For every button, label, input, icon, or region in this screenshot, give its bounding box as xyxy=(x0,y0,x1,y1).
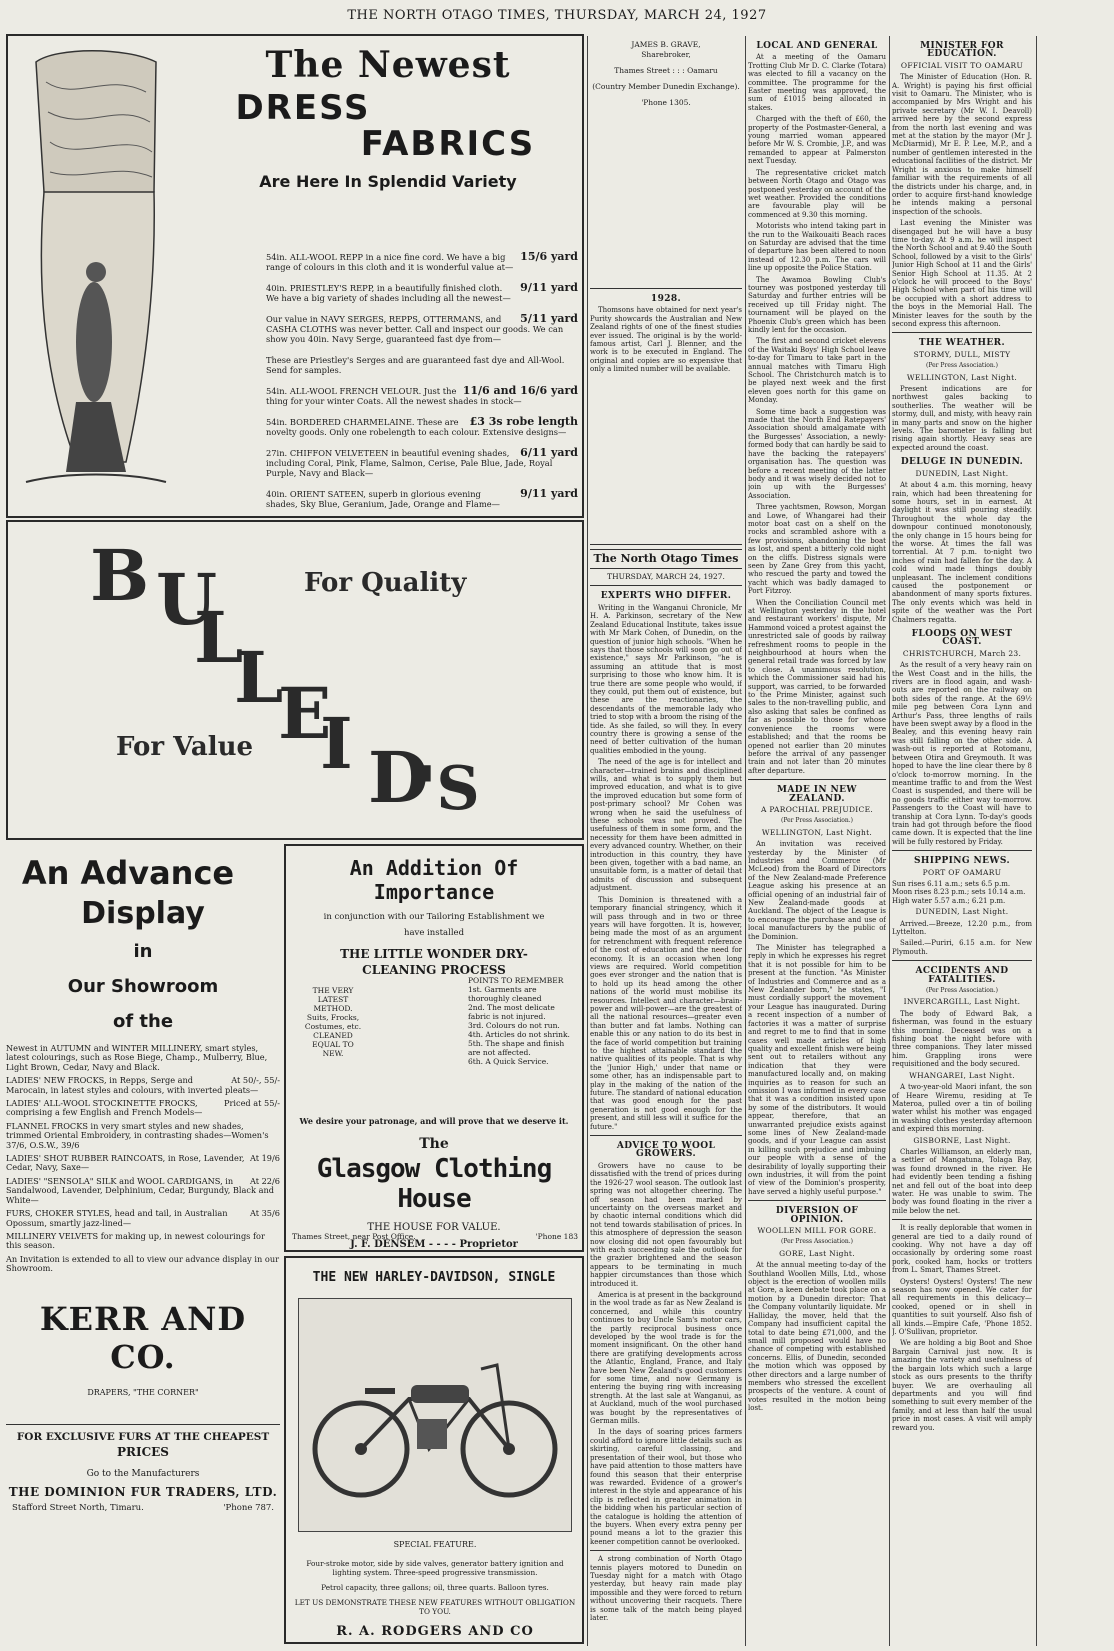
harley-demo: LET US DEMONSTRATE THESE NEW FEATURES WITHOUT OBLIGATION TO YOU. xyxy=(294,1598,576,1616)
bulleid-letter: I xyxy=(320,702,353,785)
advance-l5: of the xyxy=(112,1011,174,1032)
bulleid-quality: For Quality xyxy=(304,568,467,598)
fabric-item: 6/11 yard 27in. CHIFFON VELVETEEN in beautiful evening shades, including Coral, Pink, Flame, Salmon, Cerise, Pale Blue, Jade, Royal Purple, Navy and Black— xyxy=(266,446,578,478)
weather-sub: STORMY, DULL, MISTY xyxy=(913,349,1011,359)
misc-paragraph: It is really deplorable that women in general are tied to a daily round of cooking. Why not have a day off occasionally by ordering some roast pork, cooked ham, hocks or trotters from L. Smart, Thames Street. xyxy=(892,1224,1032,1275)
diversion-sub: WOOLLEN MILL FOR GORE. xyxy=(757,1226,877,1236)
advance-item: MILLINERY VELVETS for making up, in newest colourings for this season. xyxy=(6,1230,265,1251)
kerr-ad xyxy=(6,844,280,1404)
glasgow-name: Glasgow Clothing House xyxy=(316,1154,552,1214)
glasgow-l1: in conjunction with our Tailoring Establishment we xyxy=(323,912,545,922)
glasgow-box: THE VERY LATEST METHOD. Suits, Frocks, Costumes, etc. CLEANED EQUAL TO NEW. xyxy=(304,986,362,1058)
harley-petrol: Petrol capacity, three gallons; oil, three quarts. Balloon tyres. xyxy=(321,1583,549,1592)
moon-times: Moon rises 8.23 p.m.; sets 10.14 a.m. xyxy=(892,888,1026,897)
furs-l4: THE DOMINION FUR TRADERS, LTD. xyxy=(8,1485,278,1499)
bulleid-letter: L xyxy=(234,636,284,719)
sailed: Sailed.—Puriri, 6.15 a.m. for New Plymouth. xyxy=(892,939,1032,956)
column-rule xyxy=(745,36,746,1646)
advance-item: At 35/6 FURS, CHOKER STYLES, head and tail, in Australian Opossum, smartly jazz-lined— xyxy=(6,1208,280,1228)
grave-name: JAMES B. GRAVE, xyxy=(631,40,701,49)
press-association: (Per Press Association.) xyxy=(781,1238,853,1246)
advance-item: At 50/-, 55/- LADIES' NEW FROCKS, in Repps, Serge and Marocain, in latest styles and colours, with inverted pleats— xyxy=(6,1075,280,1095)
wool-paragraph: America is at present in the background in the wool trade as far as New Zealand is concerned, and while this country continues to buy Uncle Sam's motor cars, the partly reciprocal business once developed by the wool trade is for the moment insignificant. On the other hand there are gratifying developments across the Atlantic, England, France, and Italy have been New Zealand's good customers for some time, and now Germany is entering the buying ring with increasing strength. At the last sale at Wanganui, as at Auckland, much of the wool purchased was bought by the representatives of German mills. xyxy=(590,1290,742,1426)
press-association: (Per Press Association.) xyxy=(926,987,998,995)
floods-paragraph: As the result of a very heavy rain on the West Coast and in the hills, the rivers are in flood again, and wash-outs are reported on the railway on both sides of the range. At the 69½ mile peg between Cora Lynn and Arthur's Pass, three lengths of rails have been swept away by a flood in the Bealey, and this evening heavy rain was still falling on the other side. A wash-out is reported at Rotomanu, between Otira and Greymouth. It was hoped to have the line clear there by 8 o'clock to-morrow morning. In the meantime traffic to and from the West Coast is suspended, and there will be no goods traffic either way to-morrow. Passengers to the Coast will have to tranship at Cora Lynn. To-day's goods train had got through before the flood came down. It is expected that the line will be fully restored by Friday. xyxy=(892,661,1032,846)
port-heading: PORT OF OAMARU xyxy=(922,867,1002,877)
fabric-item: 9/11 yard 40in. PRIESTLEY'S REPP, in a beautifully finished cloth. We have a big variety of shades including all the newest— xyxy=(266,281,578,303)
harley-firm: R. A. RODGERS AND CO xyxy=(336,1624,534,1639)
fabric-item: 15/6 yard 54in. ALL-WOOL REPP in a nice fine cord. We have a big range of colours in this cloth and it is wonderful value at— xyxy=(266,250,578,272)
bulleid-letter: 'S xyxy=(418,754,480,824)
advance-l1: An Advance xyxy=(21,854,235,892)
deluge-heading: DELUGE IN DUNEDIN. xyxy=(900,457,1024,468)
weather-paragraph: Present indications are for northwest gales backing to southerlies. The weather will be stormy, dull, and misty, with heavy rain in many parts and snow on the higher levels. The barometer is falling but rising again shortly. Heavy seas are expected around the coast. xyxy=(892,385,1032,452)
deluge-paragraph: At about 4 a.m. this morning, heavy rain, which had been threatening for some hours, set in in earnest. At daylight it was still pouring steadily. Throughout the whole day the downpour continued monotonously, the only change in 15 hours being for the worse. At times the fall was torrential. At 7 p.m. to-night two inches of rain had fallen for the day. A cold wind made things doubly unpleasant. The inclement conditions caused the postponement or abandonment of many sports fixtures. The only events which was held in spite of the weather was the Port Chalmers regatta. xyxy=(892,481,1032,624)
furs-address: Stafford Street North, Timaru. xyxy=(12,1503,144,1513)
glasgow-address: Thames Street, near Post Office. xyxy=(292,1232,416,1241)
advance-item: An Invitation is extended to all to view our advance display in our Showroom. xyxy=(6,1253,280,1274)
fabric-item: 5/11 yard Our value in NAVY SERGES, REPPS, OTTERMANS, and CASHA CLOTHS was never better. Call and inspect our goods. We can show you 40in. Navy Serge, guaranteed fast dye from— xyxy=(266,312,578,344)
made-nz-sub: A PAROCHIAL PREJUDICE. xyxy=(760,804,874,814)
local-paragraph: The first and second cricket elevens of the Waitaki Boys' High School leave to-day for Timaru to take part in the annual matches with Timaru High School. The Christchurch match is to be played next week and the first eleven goes north for this game on Monday. xyxy=(748,337,886,405)
made-nz-place: WELLINGTON, Last Night. xyxy=(761,827,873,837)
fabric-item: These are Priestley's Serges and are guaranteed fast dye and All-Wool. Send for samples. xyxy=(266,355,565,375)
advance-item: Priced at 55/- LADIES' ALL-WOOL STOCKINETTE FROCKS, comprising a few English and French Models— xyxy=(6,1098,280,1118)
accident-place: WHANGAREI, Last Night. xyxy=(909,1070,1015,1080)
grave-street: Thames Street : : : Oamaru xyxy=(614,66,718,75)
diversion-heading: DIVERSION OF OPINION. xyxy=(775,1206,859,1225)
made-nz-paragraph: The Minister has telegraphed a reply in which he expresses his regret that it is not possible for him to be present at the function. "As Minister of Industries and Commerce and as a New Zealander born," he states, "I must cordially support the movement your League has inaugurated. During a recent inspection of a number of factories it was a matter of surprise and regret to me to find that in some cases well made articles of high quality and excellent finish were being sent out to retailers without any indication that they were manufactured locally and, on making inquiries as to reason for such an omission I was informed in every case that it was a condition insisted upon by some of the distributors. It would appear, therefore, that an unwarranted prejudice exists against some lines of New Zealand-made goods, and if your League can assist in killing such prejudice and imbuing our people with a sense of the desirability of loyally supporting their own industries, it will from the point of view of the Dominion's prosperity, have served a highly useful purpose." xyxy=(748,944,886,1196)
fabric-item: £3 3s robe length 54in. BORDERED CHARMELAINE. These are novelty goods. Only one robelength to each colour. Extensive designs— xyxy=(266,415,578,437)
bulleids-ad xyxy=(6,520,584,840)
shipping-heading: SHIPPING NEWS. xyxy=(913,856,1011,867)
grave-role: Sharebroker, xyxy=(641,50,691,59)
made-nz-heading: MADE IN NEW ZEALAND. xyxy=(777,785,857,804)
accident-place: INVERCARGILL, Last Night. xyxy=(903,997,1021,1007)
misc-paragraph: Oysters! Oysters! Oysters! The new season has now opened. We cater for all requirements in this delicacy—cooked, opened or in shell in quantities to suit yourself. Also fish of all kinds.—Empire Cafe, 'Phone 1852. J. O'Sullivan, proprietor. xyxy=(892,1277,1032,1337)
weather-place: WELLINGTON, Last Night. xyxy=(906,372,1018,382)
furs-l3: Go to the Manufacturers xyxy=(86,1469,200,1479)
diversion-place: GORE, Last Night. xyxy=(779,1248,855,1258)
made-nz-paragraph: An invitation was received yesterday by the Minister of Industries and Commerce (Mr McLeod) from the Board of Directors of the New Zealand-made Preference League asking his presence at an official opening of an industrial fair of New Zealand-made goods at Auckland. The object of the League is to encourage the purchase and use of local manufacturers by the public of the Dominion. xyxy=(748,840,886,941)
dress-tagline: Are Here In Splendid Variety xyxy=(259,172,517,191)
grave-member: (Country Member Dunedin Exchange). xyxy=(592,82,740,91)
furs-l2: PRICES xyxy=(117,1445,169,1459)
glasgow-the: The xyxy=(419,1136,449,1152)
tennis-paragraph: A strong combination of North Otago tennis players motored to Dunedin on Tuesday night for a match with Otago yesterday, but heavy rain made play impossible and they were forced to return without uncovering their racquets. There is some talk of the match being played later. xyxy=(590,1555,742,1622)
paper-title: The North Otago Times xyxy=(593,551,739,565)
glasgow-prop: J. F. DENSEM - - - - Proprietor xyxy=(350,1239,518,1250)
local-paragraph: When the Conciliation Council met at Wellington yesterday in the hotel and restaurant workers' dispute, Mr Hammond voiced a protest against the unrestricted sale of goods by railway refreshment rooms to people in the neighbourhood at hours when the general retail trade was forced by law to close. A unanimous resolution, which the Commissioner said had his support, was carried, to be forwarded to the Prime Minister, against such sales to the non-travelling public, and also asking that sales be confined as far as possible to those for whose convenience the rooms were established; and that the rooms be opened not earlier than 20 minutes before the arrival of any passenger train and not later than 20 minutes after departure. xyxy=(748,598,886,775)
local-paragraph: Charged with the theft of £60, the property of the Postmaster-General, a young married woman appeared before Mr W. S. Crombie, J.P., and was remanded to appear at Palmerston next Tuesday. xyxy=(748,115,886,166)
floods-heading: FLOODS ON WEST COAST. xyxy=(911,629,1013,648)
press-association: (Per Press Association.) xyxy=(926,362,998,370)
column-news xyxy=(892,40,1032,1644)
accident-paragraph: Charles Williamson, an elderly man, a settler of Mangatuna, Tolaga Bay, was found drowned in the river. He had evidently been tending a fishing net and fell out of the boat into deep water. He was unable to swim. The body was found floating in the river a mile below the net. xyxy=(892,1147,1032,1215)
advance-item: At 19/6 LADIES' SHOT RUBBER RAINCOATS, in Rose, Lavender, Cedar, Navy, Saxe— xyxy=(6,1153,280,1173)
glasgow-patron: We desire your patronage, and will prove that we deserve it. xyxy=(299,1116,569,1126)
dress-title-2: DRESS xyxy=(235,88,371,128)
deluge-place: DUNEDIN, Last Night. xyxy=(915,468,1009,478)
dress-title-3: FABRICS xyxy=(360,124,536,164)
glasgow-l2: have installed xyxy=(403,928,465,938)
editorial-paragraph: This Dominion is threatened with a temporary financial stringency, which it will pass through and in two or three years will have forgotten. It is, however, being made the most of as an argument for retrenchment with frequent reference of the cost of education and the need for economy. It is an occasion when long views are required. World competition goes ever stronger and the nation that is to hold up its head among the other nations of the world must mobilise its resources. Intellect and character—brain-power and will-power—are the greatest of all the national resources—greater even than butter and fat lambs. Nothing can enable this or any nation to do its best in the face of world competition but training to the highest attainable standard the native qualities of its people. That is why the 'Junior High,' under that name or some other, has an indispensable part to play in the making of the nation of the future. The standard of national education that was good enough for the past generation is not good enough for the present, and still less will it suffice for the future." xyxy=(590,895,742,1131)
water-times: High water 5.57 a.m.; 6.21 p.m. xyxy=(892,896,1006,905)
glasgow-ad xyxy=(284,844,584,1252)
accident-place: GISBORNE, Last Night. xyxy=(913,1135,1011,1145)
bulleid-letter: D xyxy=(368,736,429,819)
glasgow-value: THE HOUSE FOR VALUE. xyxy=(367,1222,501,1233)
misc-paragraph: We are holding a big Boot and Shoe Bargain Carnival just now. It is amazing the variety and usefulness of the bargain lots which such a large stock as ours presents to the thrifty buyer. We are overhauling all departments and you will find something to suit every member of the family, and at less than half the usual price in most cases. A visit will amply reward you. xyxy=(892,1339,1032,1432)
advance-item: At 22/6 LADIES' "SENSOLA" SILK and WOOL CARDIGANS, in Sandalwood, Lavender, Delphinium, Cedar, Burgundy, Black and White— xyxy=(6,1175,280,1205)
sun-times: Sun rises 6.11 a.m.; sets 6.5 p.m. xyxy=(892,879,1011,888)
bulleid-letter: B xyxy=(90,534,150,617)
harley-ad xyxy=(284,1256,584,1644)
minister-heading: MINISTER FOR EDUCATION. xyxy=(920,41,1004,60)
local-paragraph: Motorists who intend taking part in the run to the Waikouaiti Beach races on Saturday are advised that the time of departure has been altered to noon instead of 12.30 p.m. The cars will line up opposite the Police Station. xyxy=(748,222,886,273)
advance-l3: in xyxy=(133,941,153,962)
local-heading: LOCAL AND GENERAL xyxy=(756,41,878,51)
advance-item: Newest in AUTUMN and WINTER MILLINERY, smart styles, latest colourings, such as Rose Biege, Champ., Mulberry, Blue, Light Brown, Cedar, Navy and Black. xyxy=(6,1043,268,1072)
floods-place: CHRISTCHURCH, March 23. xyxy=(902,648,1022,658)
local-paragraph: Some time back a suggestion was made that the North End Ratepayers' Association should amalgamate with the Burgesses' Association, a newly-formed body that can hardly be said to have the backing the ratepayers' organisation has. The question was before a recent meeting of the latter body and it was wisely decided not to join up with the Burgesses' Association. xyxy=(748,407,886,500)
year-text: Thomsons have obtained for next year's Purity showcards the Australian and New Zealand rights of one of the finest studies ever issued. The original is by the world-famous artist, Carl J. Blenner, and the work is to be executed in England. The original and copies are so expensive that only a limited number will be available. xyxy=(590,306,742,374)
grave-phone: 'Phone 1305. xyxy=(641,98,691,107)
glasgow-points: POINTS TO REMEMBER 1st. Garments are thoroughly cleaned 2nd. The most delicate fabric is not injured. 3rd. Colours do not run. 4th. Articles do not shrink. 5th. The shape and finish are not affected. 6th. A Quick Service. xyxy=(468,976,570,1066)
local-paragraph: The representative cricket match between North Otago and Otago was postponed yesterday on account of the wet weather. Provided the conditions are favourable play will be commenced at 9.30 this morning. xyxy=(748,168,886,219)
wool-paragraph: In the days of soaring prices farmers could afford to ignore little details such as skirting, careful classing, and presentation of their wool, but those who have paid attention to those matters have found this season that their enterprise was rewarded. Evidence of a grower's interest in the style and appearance of his clip is reflected in greater animation in the bidding when his particular section of the catalogue is holding the attention of the buyers. When every extra penny per pound means a lot to the grazier this keener competition cannot be overlooked. xyxy=(590,1428,742,1546)
dress-title-1: The Newest xyxy=(265,44,511,86)
column-local xyxy=(748,40,886,1644)
harley-desc: Four-stroke motor, side by side valves, generator battery ignition and lighting system. Three-speed progressive transmission. xyxy=(306,1559,564,1577)
minister-paragraph: Last evening the Minister was disengaged but he will have a busy time to-day. At 9 a.m. he will inspect the North School and at 9.40 the South School, followed by a visit to the Girls' Junior High School at 11 and the Girls' Senior High School at 11.35. At 2 o'clock he will proceed to the Boys' High School when part of his time will be occupied with a short address to the boys in the Memorial Hall. The Minister leaves for the south by the second express this afternoon. xyxy=(892,219,1032,328)
masthead: THE NORTH OTAGO TIMES, THURSDAY, MARCH 24, 1927 xyxy=(347,8,767,23)
kerr-sub: DRAPERS, "THE CORNER" xyxy=(87,1387,199,1397)
bulleid-letter: E xyxy=(278,672,332,755)
column-editorial xyxy=(590,40,742,1644)
advance-list xyxy=(6,1044,280,1274)
fabric-list xyxy=(266,252,578,520)
harley-special: SPECIAL FEATURE. xyxy=(393,1540,477,1549)
fabric-item: 11/6 and 16/6 yard 54in. ALL-WOOL FRENCH VELOUR. Just the thing for your winter Coats. All the newest shades in stock— xyxy=(266,384,578,406)
advance-l2: Display xyxy=(81,896,205,931)
column-rule xyxy=(889,36,890,1646)
accident-paragraph: The body of Edward Bak, a fisherman, was found in the estuary this morning. Deceased was on a fishing boat the night before with three companions. They later missed him. Grappling irons were requisitioned and the body secured. xyxy=(892,1009,1032,1069)
column-rule xyxy=(1036,36,1037,1646)
harley-title: THE NEW HARLEY-DAVIDSON, SINGLE xyxy=(312,1270,556,1285)
ship-place: DUNEDIN, Last Night. xyxy=(915,907,1009,917)
editorial-paragraph: The need of the age is for intellect and character—trained brains and disciplined wills, and what is to supply them but improved education, and what is to give the improved education but some form of post-primary school? Mr Cohen was wrong when he said the usefulness of these schools was not proved. The usefulness of them in some form, and the necessity for them have been admitted in every advanced country. Whether, on their introduction in this country, they have been given, together with a bad name, an unsuitable form, is a matter of detail that admits of discussion and subsequent adjustment. xyxy=(590,758,742,893)
bulleid-value: For Value xyxy=(116,732,254,762)
bulleid-letter: L xyxy=(194,596,244,679)
local-paragraph: The Awamoa Bowling Club's tourney was postponed yesterday till Saturday and further entries will be received up till Friday night. The tournament will be played on the Phoenix Club's green which has been kindly lent for the occasion. xyxy=(748,275,886,334)
press-association: (Per Press Association.) xyxy=(781,817,853,825)
weather-heading: THE WEATHER. xyxy=(918,338,1006,349)
wool-heading: ADVICE TO WOOL GROWERS. xyxy=(616,1141,716,1160)
arrived: Arrived.—Breeze, 12.20 p.m., from Lyttelton. xyxy=(892,919,1032,936)
motorcycle-illustration xyxy=(298,1298,572,1532)
bulleid-letter: U xyxy=(156,558,218,641)
accident-paragraph: A two-year-old Maori infant, the son of Heare Wiremu, residing at Te Materoa, pulled over a tin of boiling water whilst his mother was engaged in washing clothes yesterday afternoon and expired this morning. xyxy=(892,1083,1032,1134)
furs-l1: FOR EXCLUSIVE FURS AT THE CHEAPEST xyxy=(16,1431,270,1443)
glasgow-l3: THE LITTLE WONDER DRY-CLEANING PROCESS xyxy=(340,947,528,977)
kerr-firm: KERR AND CO. xyxy=(39,1299,247,1376)
minister-paragraph: The Minister of Education (Hon. R. A. Wright) is paying his first official visit to Oamaru. The Minister, who is accompanied by Mrs Wright and his private secretary (Mr W. I. Deavoll) arrived here by the second express from the north last evening and was met at the station by the mayor (Mr J. McDiarmid), Mr E. P. Lee, M.P., and a number of gentlemen interested in the educational facilities of the district. Mr Wright is anxious to make himself familiar with the requirements of all the districts under his charge, and, in order to acquire first-hand knowledge he intends making a personal inspection of the schools. xyxy=(892,73,1032,216)
glasgow-phone: 'Phone 183 xyxy=(535,1232,578,1241)
advance-l4: Our Showroom xyxy=(67,976,219,997)
fabric-item: 9/11 yard 40in. ORIENT SATEEN, superb in glorious evening shades, Sky Blue, Geranium, Jade, Orange and Flame— xyxy=(266,487,578,509)
motorcycle-icon xyxy=(299,1299,571,1531)
wool-paragraph: Growers have no cause to be dissatisfied with the trend of prices during the 1926-27 wool season. The outlook last spring was not altogether cheering. The off season had been marked by uncertainty on the overseas market and by chaotic internal conditions which did not tend towards stabilisation of prices. In this atmosphere of depression the season now closing did not open favourably but with each succeeding sale the outlook for the grazier brightened and the season appears to be terminating in much happier circumstances than those which introduced it. xyxy=(590,1161,742,1288)
furs-ad xyxy=(6,1424,280,1525)
local-paragraph: Three yachtsmen, Rowson, Morgan and Lowe, of Whangarei had their motor boat cast on a shelf on the rocks and scrambled ashore with a few provisions, abandoning the boat as lost, and spent a bitterly cold night on the cliffs. Distress signals were seen by Zane Grey from this yacht, who rescued the party and towed the yacht which was badly damaged to Port Fitzroy. xyxy=(748,503,886,596)
advance-item: FLANNEL FROCKS in very smart styles and new shades, trimmed Oriental Embroidery, in contrasting shades—Women's 37/6, O.S.W., 39/6 xyxy=(6,1120,269,1150)
dress-fabrics-ad xyxy=(6,34,584,518)
diversion-paragraph: At the annual meeting to-day of the Southland Woollen Mills, Ltd., whose object is the erection of woollen mills at Gore, a keen debate took place on a motion by a Dunedin director: That the Company voluntarily liquidate. Mr Halliday, the mover, held that the Company had insufficient capital the total to date being £71,000, and the small mill proposed would have no chance of competing with established concerns. Ellis, of Dunedin, seconded the motion which was opposed by other directors and a large number of members who stressed the excellent prospects of the venture. A count of votes resulted in the motion being lost. xyxy=(748,1261,886,1413)
accidents-heading: ACCIDENTS AND FATALITIES. xyxy=(915,966,1009,985)
furs-phone: 'Phone 787. xyxy=(223,1503,274,1513)
column-rule xyxy=(587,36,588,1646)
year-heading: 1928. xyxy=(650,294,682,304)
experts-heading: EXPERTS WHO DIFFER. xyxy=(600,591,732,602)
minister-sub: OFFICIAL VISIT TO OAMARU xyxy=(900,60,1024,70)
local-paragraph: At a meeting of the Oamaru Trotting Club Mr D. C. Clarke (Totara) was elected to fill a vacancy on the committee. The programme for the Easter meeting was approved, the sum of £1015 being allocated in stakes. xyxy=(748,53,886,112)
editorial-date: THURSDAY, MARCH 24, 1927. xyxy=(607,572,725,582)
glasgow-title: An Addition Of Importance xyxy=(349,856,519,904)
editorial-paragraph: Writing in the Wanganui Chronicle, Mr H. A. Parkinson, secretary of the New Zealand Educational Institute, takes issue with Mr Mark Cohen, of Dunedin, on the question of junior high schools. "When he says that those schools will soon go out of existence," says Mr Parkinson, "he is assuming an attitude that is most surprising to those who know him. It is true there are some people who would, if they could, put them out of existence, but these are the reactionaries, the descendants of the memorable lady who tried to stop with a broom the rising of the tide. As she failed, so will they. In every country there is growing a sense of the need of better cultivation of the human qualities embodied in the young. xyxy=(590,603,742,755)
